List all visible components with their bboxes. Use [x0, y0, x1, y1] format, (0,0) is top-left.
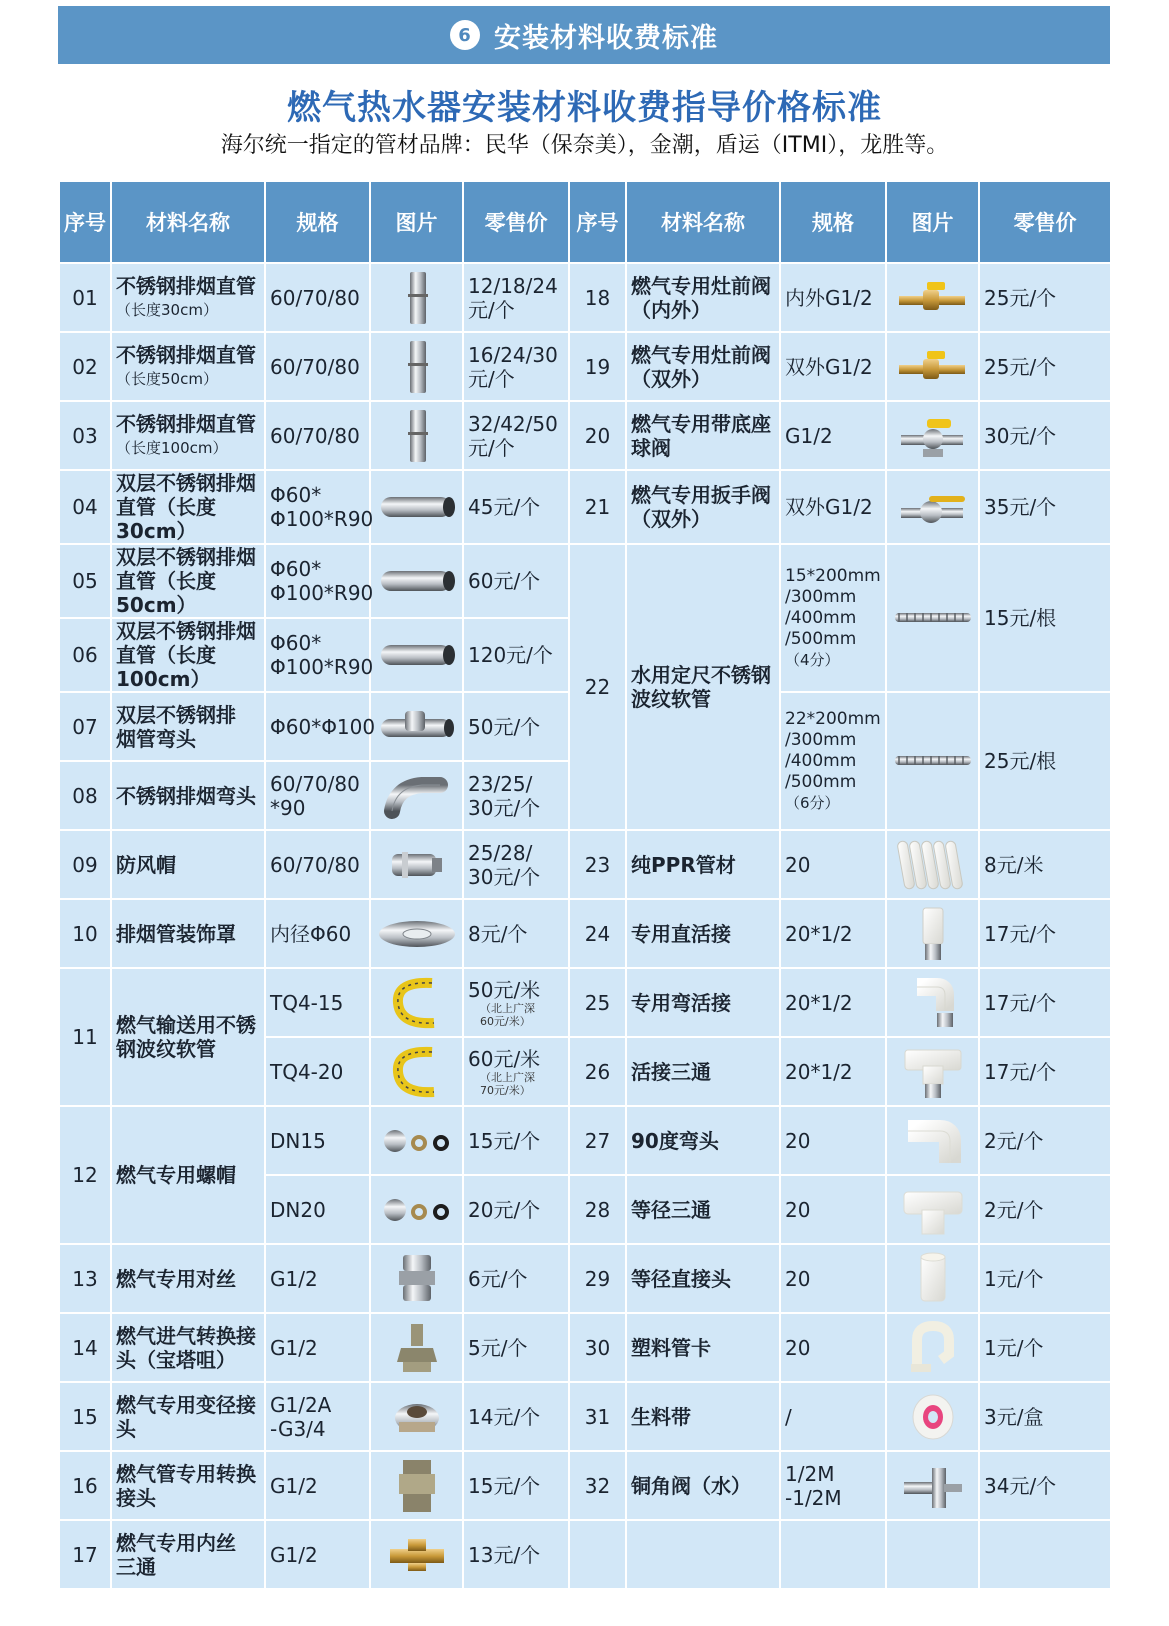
table-row	[59, 1313, 1111, 1382]
item-price: 50元/个	[463, 692, 569, 761]
item-price: 13元/个	[463, 1520, 569, 1589]
item-price: 8元/个	[463, 899, 569, 968]
col-header-spec: 规格	[265, 181, 370, 263]
item-price: 25/28/ 30元/个	[463, 830, 569, 899]
item-spec: Φ60* Φ100*R90	[265, 618, 370, 692]
item-name: 不锈钢排烟弯头	[111, 761, 265, 830]
row-index: 13	[59, 1244, 111, 1313]
item-price: 3元/盒	[979, 1382, 1111, 1451]
row-index: 15	[59, 1382, 111, 1451]
nipple-icon	[370, 1244, 463, 1313]
item-name: 燃气管专用转换 接头	[111, 1451, 265, 1520]
base-ball-valve-icon	[886, 401, 979, 470]
item-name: 纯PPR管材	[626, 830, 780, 899]
elbow-union-icon	[886, 968, 979, 1037]
item-name: 燃气专用扳手阀 （双外）	[626, 470, 780, 544]
water-hose-icon	[886, 692, 979, 830]
item-spec: Φ60* Φ100*R90	[265, 544, 370, 618]
item-spec: 内外G1/2	[780, 263, 886, 332]
row-index: 25	[569, 968, 626, 1037]
item-name: 燃气专用螺帽	[111, 1106, 265, 1244]
item-spec: TQ4-20	[265, 1037, 370, 1106]
row-index: 19	[569, 332, 626, 401]
double-pipe-icon	[370, 470, 463, 544]
item-name: 不锈钢排烟直管 （长度30cm）	[111, 263, 265, 332]
item-price: 17元/个	[979, 899, 1111, 968]
item-name: 等径直接头	[626, 1244, 780, 1313]
item-spec: Φ60* Φ100*R90	[265, 470, 370, 544]
col-header-name: 材料名称	[111, 181, 265, 263]
row-index: 14	[59, 1313, 111, 1382]
item-price: 25元/个	[979, 263, 1111, 332]
item-price: 35元/个	[979, 470, 1111, 544]
item-spec: DN20	[265, 1175, 370, 1244]
col-header-image: 图片	[370, 181, 463, 263]
item-price: 16/24/30 元/个	[463, 332, 569, 401]
elbow-icon	[370, 761, 463, 830]
wind-cap-icon	[370, 830, 463, 899]
row-index: 07	[59, 692, 111, 761]
col-header-spec-right: 规格	[780, 181, 886, 263]
row-index: 18	[569, 263, 626, 332]
col-header-price: 零售价	[463, 181, 569, 263]
empty-cell	[626, 1520, 780, 1589]
item-spec: G1/2	[265, 1451, 370, 1520]
row-index: 11	[59, 968, 111, 1106]
table-row	[59, 968, 1111, 1037]
straight-union-icon	[886, 899, 979, 968]
item-price: 23/25/ 30元/个	[463, 761, 569, 830]
empty-cell	[569, 1520, 626, 1589]
item-price: 2元/个	[979, 1175, 1111, 1244]
item-spec: 60/70/80	[265, 830, 370, 899]
row-index: 06	[59, 618, 111, 692]
item-name: 燃气专用对丝	[111, 1244, 265, 1313]
item-name: 活接三通	[626, 1037, 780, 1106]
straight-pipe-icon	[370, 332, 463, 401]
item-spec: TQ4-15	[265, 968, 370, 1037]
item-name: 燃气输送用不锈 钢波纹软管	[111, 968, 265, 1106]
table-row	[59, 899, 1111, 968]
row-index: 27	[569, 1106, 626, 1175]
double-pipe-icon	[370, 618, 463, 692]
row-index: 17	[59, 1520, 111, 1589]
row-index: 23	[569, 830, 626, 899]
ppr-tee-icon	[886, 1175, 979, 1244]
item-spec: 60/70/80 *90	[265, 761, 370, 830]
item-name: 塑料管卡	[626, 1313, 780, 1382]
item-spec: G1/2A -G3/4	[265, 1382, 370, 1451]
row-index: 28	[569, 1175, 626, 1244]
row-index: 20	[569, 401, 626, 470]
item-spec: 双外G1/2	[780, 470, 886, 544]
item-name: 不锈钢排烟直管 （长度100cm）	[111, 401, 265, 470]
table-row	[59, 263, 1111, 332]
item-spec: G1/2	[265, 1520, 370, 1589]
item-price: 30元/个	[979, 401, 1111, 470]
table-row	[59, 544, 1111, 618]
water-hose-icon	[886, 544, 979, 692]
table-row	[59, 1106, 1111, 1175]
item-spec: 双外G1/2	[780, 332, 886, 401]
item-price: 15元/个	[463, 1451, 569, 1520]
gas-valve-icon	[886, 332, 979, 401]
ppr-coupling-icon	[886, 1244, 979, 1313]
row-index: 26	[569, 1037, 626, 1106]
section-banner	[58, 6, 1110, 64]
item-price: 15元/根	[979, 544, 1111, 692]
item-price: 12/18/24 元/个	[463, 263, 569, 332]
row-index: 03	[59, 401, 111, 470]
item-price: 120元/个	[463, 618, 569, 692]
item-spec: 15*200mm /300mm /400mm /500mm （4分）	[780, 544, 886, 692]
col-header-price-right: 零售价	[979, 181, 1111, 263]
item-name: 防风帽	[111, 830, 265, 899]
item-spec: 20	[780, 1244, 886, 1313]
item-price: 25元/个	[979, 332, 1111, 401]
col-header-idx-right: 序号	[569, 181, 626, 263]
price-table	[58, 180, 1112, 1590]
ppr-elbow-icon	[886, 1106, 979, 1175]
item-spec: 20	[780, 1313, 886, 1382]
empty-cell	[886, 1520, 979, 1589]
item-price: 5元/个	[463, 1313, 569, 1382]
item-spec: G1/2	[780, 401, 886, 470]
item-name: 双层不锈钢排 烟管弯头	[111, 692, 265, 761]
col-header-image-right: 图片	[886, 181, 979, 263]
item-price: 2元/个	[979, 1106, 1111, 1175]
item-name: 燃气专用带底座 球阀	[626, 401, 780, 470]
item-spec: 内径Φ60	[265, 899, 370, 968]
item-name: 不锈钢排烟直管 （长度50cm）	[111, 332, 265, 401]
row-index: 04	[59, 470, 111, 544]
item-name: 双层不锈钢排烟 直管（长度30cm）	[111, 470, 265, 544]
pipe-clip-icon	[886, 1313, 979, 1382]
item-price: 25元/根	[979, 692, 1111, 830]
double-pipe-icon	[370, 544, 463, 618]
row-index: 02	[59, 332, 111, 401]
row-index: 08	[59, 761, 111, 830]
table-row	[59, 332, 1111, 401]
section-title: 安装材料收费标准	[494, 22, 718, 54]
ppr-pipes-icon	[886, 830, 979, 899]
yellow-hose-icon	[370, 1037, 463, 1106]
item-price: 17元/个	[979, 968, 1111, 1037]
table-row	[59, 1382, 1111, 1451]
item-name: 专用弯活接	[626, 968, 780, 1037]
cover-ring-icon	[370, 899, 463, 968]
item-spec: 20	[780, 1175, 886, 1244]
ptfe-tape-icon	[886, 1382, 979, 1451]
item-name: 双层不锈钢排烟 直管（长度50cm）	[111, 544, 265, 618]
item-name: 燃气专用变径接 头	[111, 1382, 265, 1451]
row-index: 30	[569, 1313, 626, 1382]
row-index: 12	[59, 1106, 111, 1244]
item-price: 45元/个	[463, 470, 569, 544]
item-name: 双层不锈钢排烟 直管（长度100cm）	[111, 618, 265, 692]
row-index: 09	[59, 830, 111, 899]
lever-valve-icon	[886, 470, 979, 544]
item-name: 燃气专用灶前阀 （内外）	[626, 263, 780, 332]
item-spec: G1/2	[265, 1244, 370, 1313]
row-index: 21	[569, 470, 626, 544]
row-index: 01	[59, 263, 111, 332]
row-index: 16	[59, 1451, 111, 1520]
adapter-icon	[370, 1451, 463, 1520]
nut-set-icon	[370, 1106, 463, 1175]
row-index: 10	[59, 899, 111, 968]
page-title: 燃气热水器安装材料收费指导价格标准	[287, 88, 882, 128]
item-name: 水用定尺不锈钢 波纹软管	[626, 544, 780, 830]
item-price: 20元/个	[463, 1175, 569, 1244]
item-name: 等径三通	[626, 1175, 780, 1244]
double-elbow-icon	[370, 692, 463, 761]
table-row	[59, 470, 1111, 544]
item-name: 排烟管装饰罩	[111, 899, 265, 968]
item-price: 15元/个	[463, 1106, 569, 1175]
item-price: 60元/米 （北上广深 70元/米）	[463, 1037, 569, 1106]
item-spec: Φ60*Φ100	[265, 692, 370, 761]
item-price: 8元/米	[979, 830, 1111, 899]
item-price: 34元/个	[979, 1451, 1111, 1520]
row-index: 31	[569, 1382, 626, 1451]
item-spec: 22*200mm /300mm /400mm /500mm （6分）	[780, 692, 886, 830]
straight-pipe-icon	[370, 401, 463, 470]
col-header-name-right: 材料名称	[626, 181, 780, 263]
gas-valve-icon	[886, 263, 979, 332]
straight-pipe-icon	[370, 263, 463, 332]
item-name: 专用直活接	[626, 899, 780, 968]
table-row	[59, 1520, 1111, 1589]
item-name: 铜角阀（水）	[626, 1451, 780, 1520]
empty-cell	[979, 1520, 1111, 1589]
item-price: 6元/个	[463, 1244, 569, 1313]
item-price: 50元/米 （北上广深 60元/米）	[463, 968, 569, 1037]
brand-subtitle: 海尔统一指定的管材品牌：民华（保奈美），金潮，盾运（ITMI），龙胜等。	[220, 133, 949, 158]
section-number: 6	[450, 20, 480, 50]
row-index: 24	[569, 899, 626, 968]
item-price: 17元/个	[979, 1037, 1111, 1106]
item-spec: 20	[780, 1106, 886, 1175]
item-price: 1元/个	[979, 1244, 1111, 1313]
item-spec: 60/70/80	[265, 263, 370, 332]
item-spec: G1/2	[265, 1313, 370, 1382]
item-spec: 20	[780, 830, 886, 899]
item-spec: 20*1/2	[780, 899, 886, 968]
item-spec: 60/70/80	[265, 401, 370, 470]
item-name: 燃气专用灶前阀 （双外）	[626, 332, 780, 401]
item-spec: 1/2M -1/2M	[780, 1451, 886, 1520]
item-spec: DN15	[265, 1106, 370, 1175]
table-row	[59, 1244, 1111, 1313]
table-row	[59, 401, 1111, 470]
hose-barb-icon	[370, 1313, 463, 1382]
item-name: 生料带	[626, 1382, 780, 1451]
item-price: 32/42/50 元/个	[463, 401, 569, 470]
union-tee-icon	[886, 1037, 979, 1106]
item-price: 60元/个	[463, 544, 569, 618]
item-spec: 20*1/2	[780, 968, 886, 1037]
item-price: 1元/个	[979, 1313, 1111, 1382]
table-row	[59, 1451, 1111, 1520]
yellow-hose-icon	[370, 968, 463, 1037]
empty-cell	[780, 1520, 886, 1589]
item-name: 90度弯头	[626, 1106, 780, 1175]
reducer-icon	[370, 1382, 463, 1451]
item-spec: 20*1/2	[780, 1037, 886, 1106]
row-index: 05	[59, 544, 111, 618]
col-header-idx: 序号	[59, 181, 111, 263]
row-index: 32	[569, 1451, 626, 1520]
item-spec: /	[780, 1382, 886, 1451]
item-price: 14元/个	[463, 1382, 569, 1451]
item-name: 燃气进气转换接 头（宝塔咀）	[111, 1313, 265, 1382]
item-name: 燃气专用内丝 三通	[111, 1520, 265, 1589]
brass-tee-icon	[370, 1520, 463, 1589]
row-index: 29	[569, 1244, 626, 1313]
table-row	[59, 830, 1111, 899]
nut-set-icon	[370, 1175, 463, 1244]
row-index: 22	[569, 544, 626, 830]
item-spec: 60/70/80	[265, 332, 370, 401]
angle-valve-icon	[886, 1451, 979, 1520]
table-header-row	[59, 181, 1111, 263]
